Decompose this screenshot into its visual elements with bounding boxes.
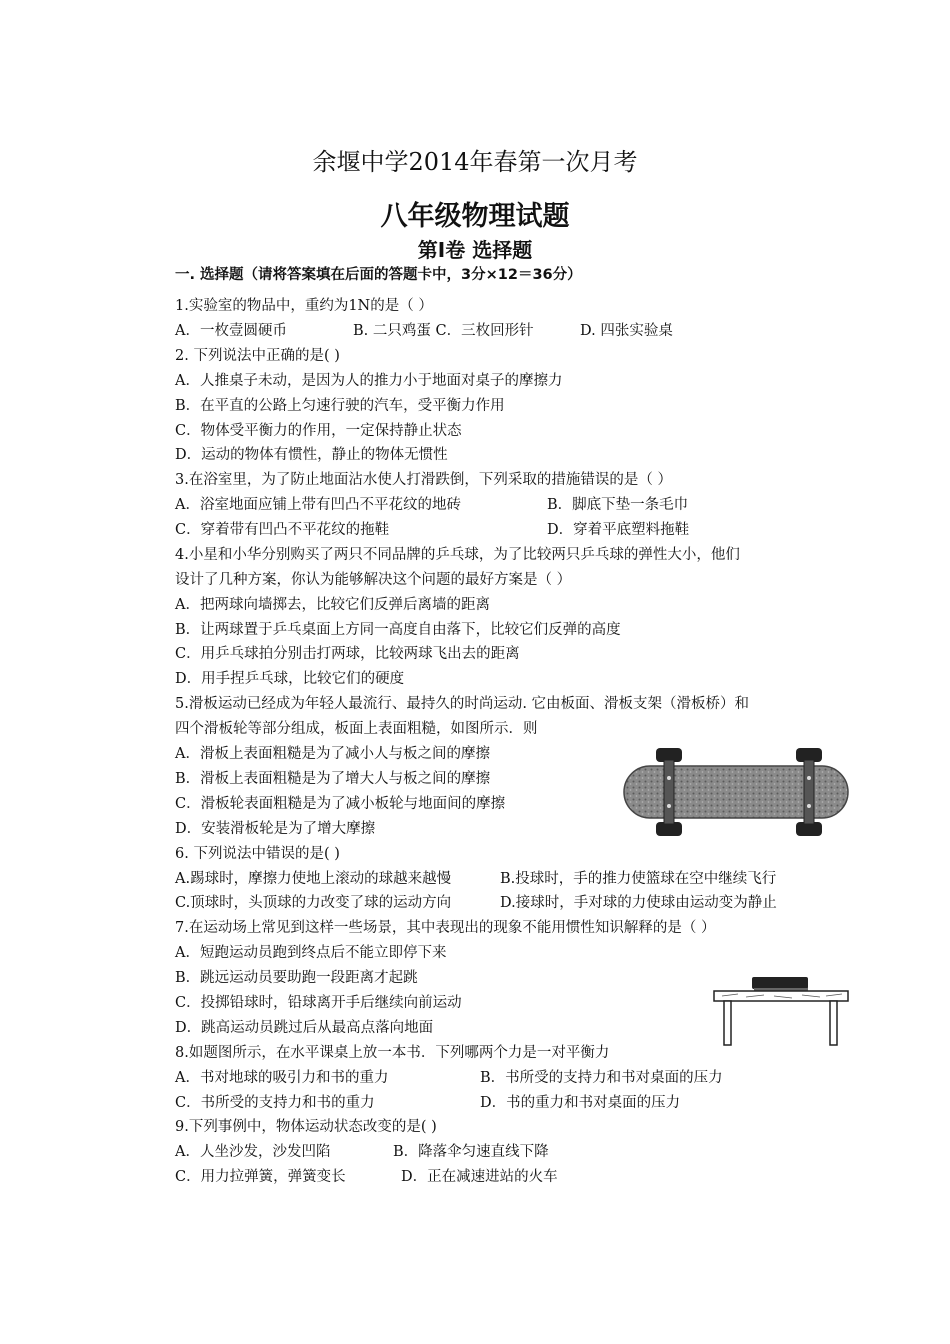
question-1-option-d: D. 四张实验桌	[580, 323, 673, 339]
question-2-option-a: A．人推桌子未动，是因为人的推力小于地面对桌子的摩擦力	[175, 373, 563, 389]
question-7-option-b: B．跳远运动员要助跑一段距离才起跳	[175, 970, 418, 986]
question-5-stem-line2: 四个滑板轮等部分组成，板面上表面粗糙，如图所示．则	[175, 721, 538, 737]
question-9-option-c: C．用力拉弹簧，弹簧变长	[175, 1169, 346, 1185]
question-3-option-a: A．浴室地面应铺上带有凹凸不平花纹的地砖	[175, 497, 461, 513]
exam-title: 八年级物理试题	[380, 201, 570, 232]
question-4-option-a: A．把两球向墙掷去，比较它们反弹后离墙的距离	[175, 597, 490, 613]
question-8-option-d: D．书的重力和书对桌面的压力	[480, 1095, 681, 1111]
question-9-stem: 9.下列事例中，物体运动状态改变的是( )	[175, 1119, 437, 1135]
question-9-option-a: A．人坐沙发，沙发凹陷	[175, 1144, 331, 1160]
question-5-option-d: D．安装滑板轮是为了增大摩擦	[175, 821, 376, 837]
question-1-option-a: A．一枚壹圆硬币	[175, 323, 287, 339]
question-3-option-c: C．穿着带有凹凸不平花纹的拖鞋	[175, 522, 390, 538]
question-3-option-b: B．脚底下垫一条毛巾	[547, 497, 689, 513]
question-8-stem: 8.如题图所示，在水平课桌上放一本书．下列哪两个力是一对平衡力	[175, 1045, 610, 1061]
question-9-option-d: D．正在减速进站的火车	[401, 1169, 558, 1185]
question-5-option-c: C．滑板轮表面粗糙是为了减小板轮与地面间的摩擦	[175, 796, 506, 812]
question-2-stem: 2. 下列说法中正确的是( )	[175, 348, 340, 364]
volume-title: 第Ⅰ卷 选择题	[417, 238, 533, 262]
question-6-option-a: A.踢球时，摩擦力使地上滚动的球越来越慢	[175, 871, 452, 887]
skateboard-figure	[620, 744, 852, 840]
section-heading: 一. 选择题（请将答案填在后面的答题卡中，3分×12＝36分）	[175, 267, 582, 283]
question-4-stem-line2: 设计了几种方案，你认为能够解决这个问题的最好方案是（ ）	[175, 572, 572, 588]
question-4-option-c: C．用乒乓球拍分别击打两球，比较两球飞出去的距离	[175, 646, 520, 662]
question-2-option-d: D．运动的物体有惯性，静止的物体无惯性	[175, 447, 448, 463]
question-7-option-a: A．短跑运动员跑到终点后不能立即停下来	[175, 945, 447, 961]
question-7-option-d: D．跳高运动员跳过后从最高点落向地面	[175, 1020, 434, 1036]
question-5-stem-line1: 5.滑板运动已经成为年轻人最流行、最持久的时尚运动. 它由板面、滑板支架（滑板桥）和	[175, 696, 750, 712]
question-2-option-b: B．在平直的公路上匀速行驶的汽车，受平衡力作用	[175, 398, 505, 414]
question-1-stem: 1.实验室的物品中，重约为1N的是（ ）	[175, 298, 433, 314]
question-3-stem: 3.在浴室里，为了防止地面沾水使人打滑跌倒，下列采取的措施错误的是（ ）	[175, 472, 672, 488]
question-1-option-bc: B. 二只鸡蛋 C．三枚回形针	[353, 323, 534, 339]
question-4-stem-line1: 4.小星和小华分别购买了两只不同品牌的乒乓球，为了比较两只乒乓球的弹性大小，他们	[175, 547, 740, 563]
question-7-option-c: C．投掷铅球时，铅球离开手后继续向前运动	[175, 995, 462, 1011]
question-7-stem: 7.在运动场上常见到这样一些场景，其中表现出的现象不能用惯性知识解释的是（ ）	[175, 920, 716, 936]
question-5-option-a: A．滑板上表面粗糙是为了减小人与板之间的摩擦	[175, 746, 490, 762]
question-8-option-b: B．书所受的支持力和书对桌面的压力	[480, 1070, 723, 1086]
question-4-option-d: D．用手捏乒乓球，比较它们的硬度	[175, 671, 405, 687]
question-2-option-c: C．物体受平衡力的作用，一定保持静止状态	[175, 423, 462, 439]
question-3-option-d: D．穿着平底塑料拖鞋	[547, 522, 690, 538]
question-6-option-c: C.顶球时，头顶球的力改变了球的运动方向	[175, 895, 452, 911]
question-6-option-b: B.投球时，手的推力使篮球在空中继续飞行	[500, 871, 777, 887]
question-8-option-c: C．书所受的支持力和书的重力	[175, 1095, 375, 1111]
question-6-option-d: D.接球时，手对球的力使球由运动变为静止	[500, 895, 777, 911]
question-8-option-a: A．书对地球的吸引力和书的重力	[175, 1070, 389, 1086]
school-title: 余堰中学2014年春第一次月考	[312, 148, 638, 176]
question-5-option-b: B．滑板上表面粗糙是为了增大人与板之间的摩擦	[175, 771, 491, 787]
question-4-option-b: B．让两球置于乒乓桌面上方同一高度自由落下，比较它们反弹的高度	[175, 622, 621, 638]
question-6-stem: 6. 下列说法中错误的是( )	[175, 846, 340, 862]
book-on-desk-figure	[712, 974, 850, 1046]
question-9-option-b: B．降落伞匀速直线下降	[393, 1144, 549, 1160]
